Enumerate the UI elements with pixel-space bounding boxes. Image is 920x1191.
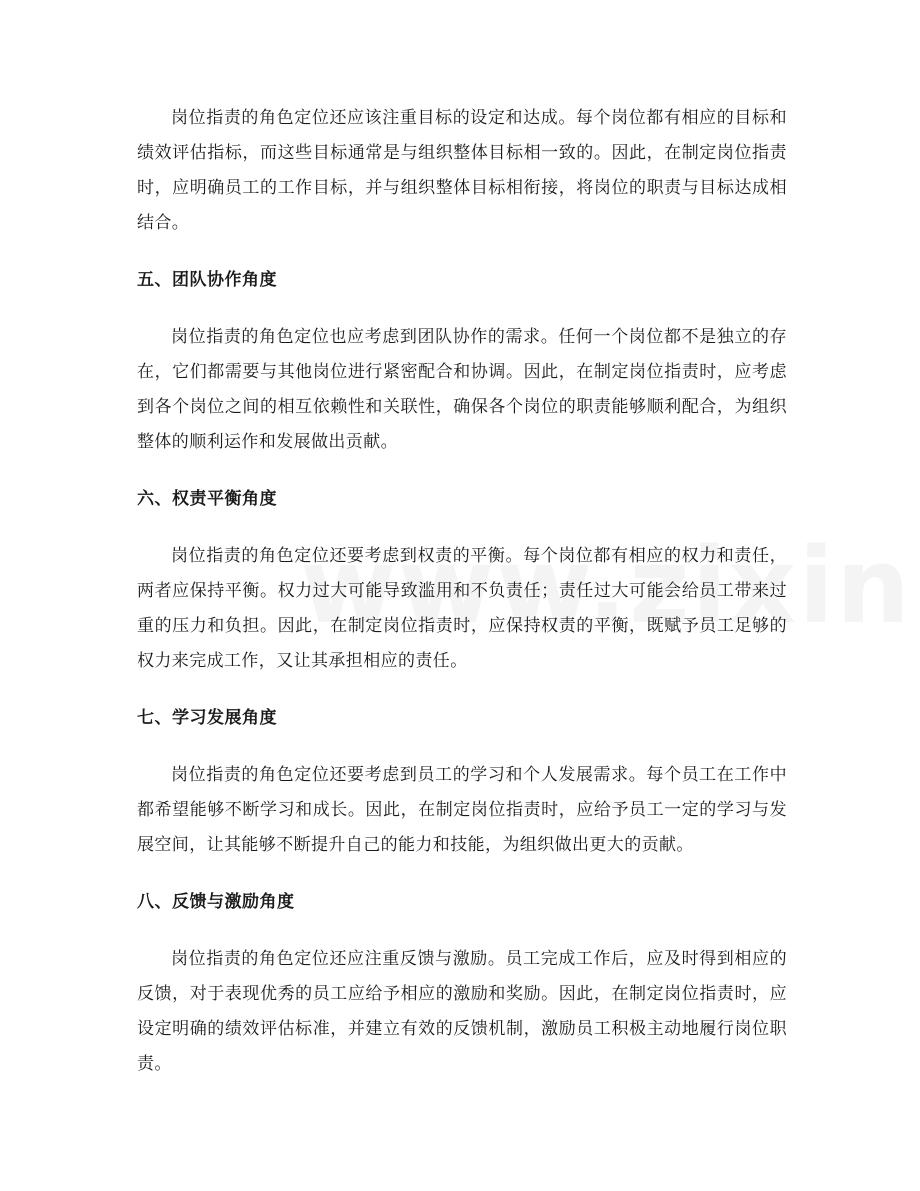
section-heading-feedback: 八、反馈与激励角度 — [137, 892, 295, 912]
section-paragraph-learning: 岗位指责的角色定位还要考虑到员工的学习和个人发展需求。每个员工在工作中都希望能够不断学习和成长。因此，在制定岗位指责时，应给予员工一定的学习与发展空间，让其能够不断提升自己的能力和技能，为组织做出更大的贡献。 — [137, 765, 787, 855]
section-heading-learning: 七、学习发展角度 — [137, 708, 277, 728]
section-heading-balance: 六、权责平衡角度 — [137, 489, 277, 509]
section-heading-team: 五、团队协作角度 — [137, 270, 277, 290]
section-paragraph-feedback: 岗位指责的角色定位还应注重反馈与激励。员工完成工作后，应及时得到相应的反馈，对于表现优秀的员工应给予相应的激励和奖励。因此，在制定岗位指责时，应设定明确的绩效评估标准，并建立有效的反馈机制，激励员工积极主动地履行岗位职责。 — [137, 949, 787, 1074]
section-paragraph-team: 岗位指责的角色定位也应考虑到团队协作的需求。任何一个岗位都不是独立的存在，它们都需要与其他岗位进行紧密配合和协调。因此，在制定岗位指责时，应考虑到各个岗位之间的相互依赖性和关联性，确保各个岗位的职责能够顺利配合，为组织整体的顺利运作和发展做出贡献。 — [137, 327, 787, 452]
document-body — [137, 101, 787, 1082]
section-paragraph-balance: 岗位指责的角色定位还要考虑到权责的平衡。每个岗位都有相应的权力和责任，两者应保持平衡。权力过大可能导致滥用和不负责任；责任过大可能会给员工带来过重的压力和负担。因此，在制定岗位指责时，应保持权责的平衡，既赋予员工足够的权力来完成工作，又让其承担相应的责任。 — [137, 546, 787, 671]
intro-paragraph: 岗位指责的角色定位还应该注重目标的设定和达成。每个岗位都有相应的目标和绩效评估指标，而这些目标通常是与组织整体目标相一致的。因此，在制定岗位指责时，应明确员工的工作目标，并与组织整体目标相衔接，将岗位的职责与目标达成相结合。 — [137, 108, 787, 233]
